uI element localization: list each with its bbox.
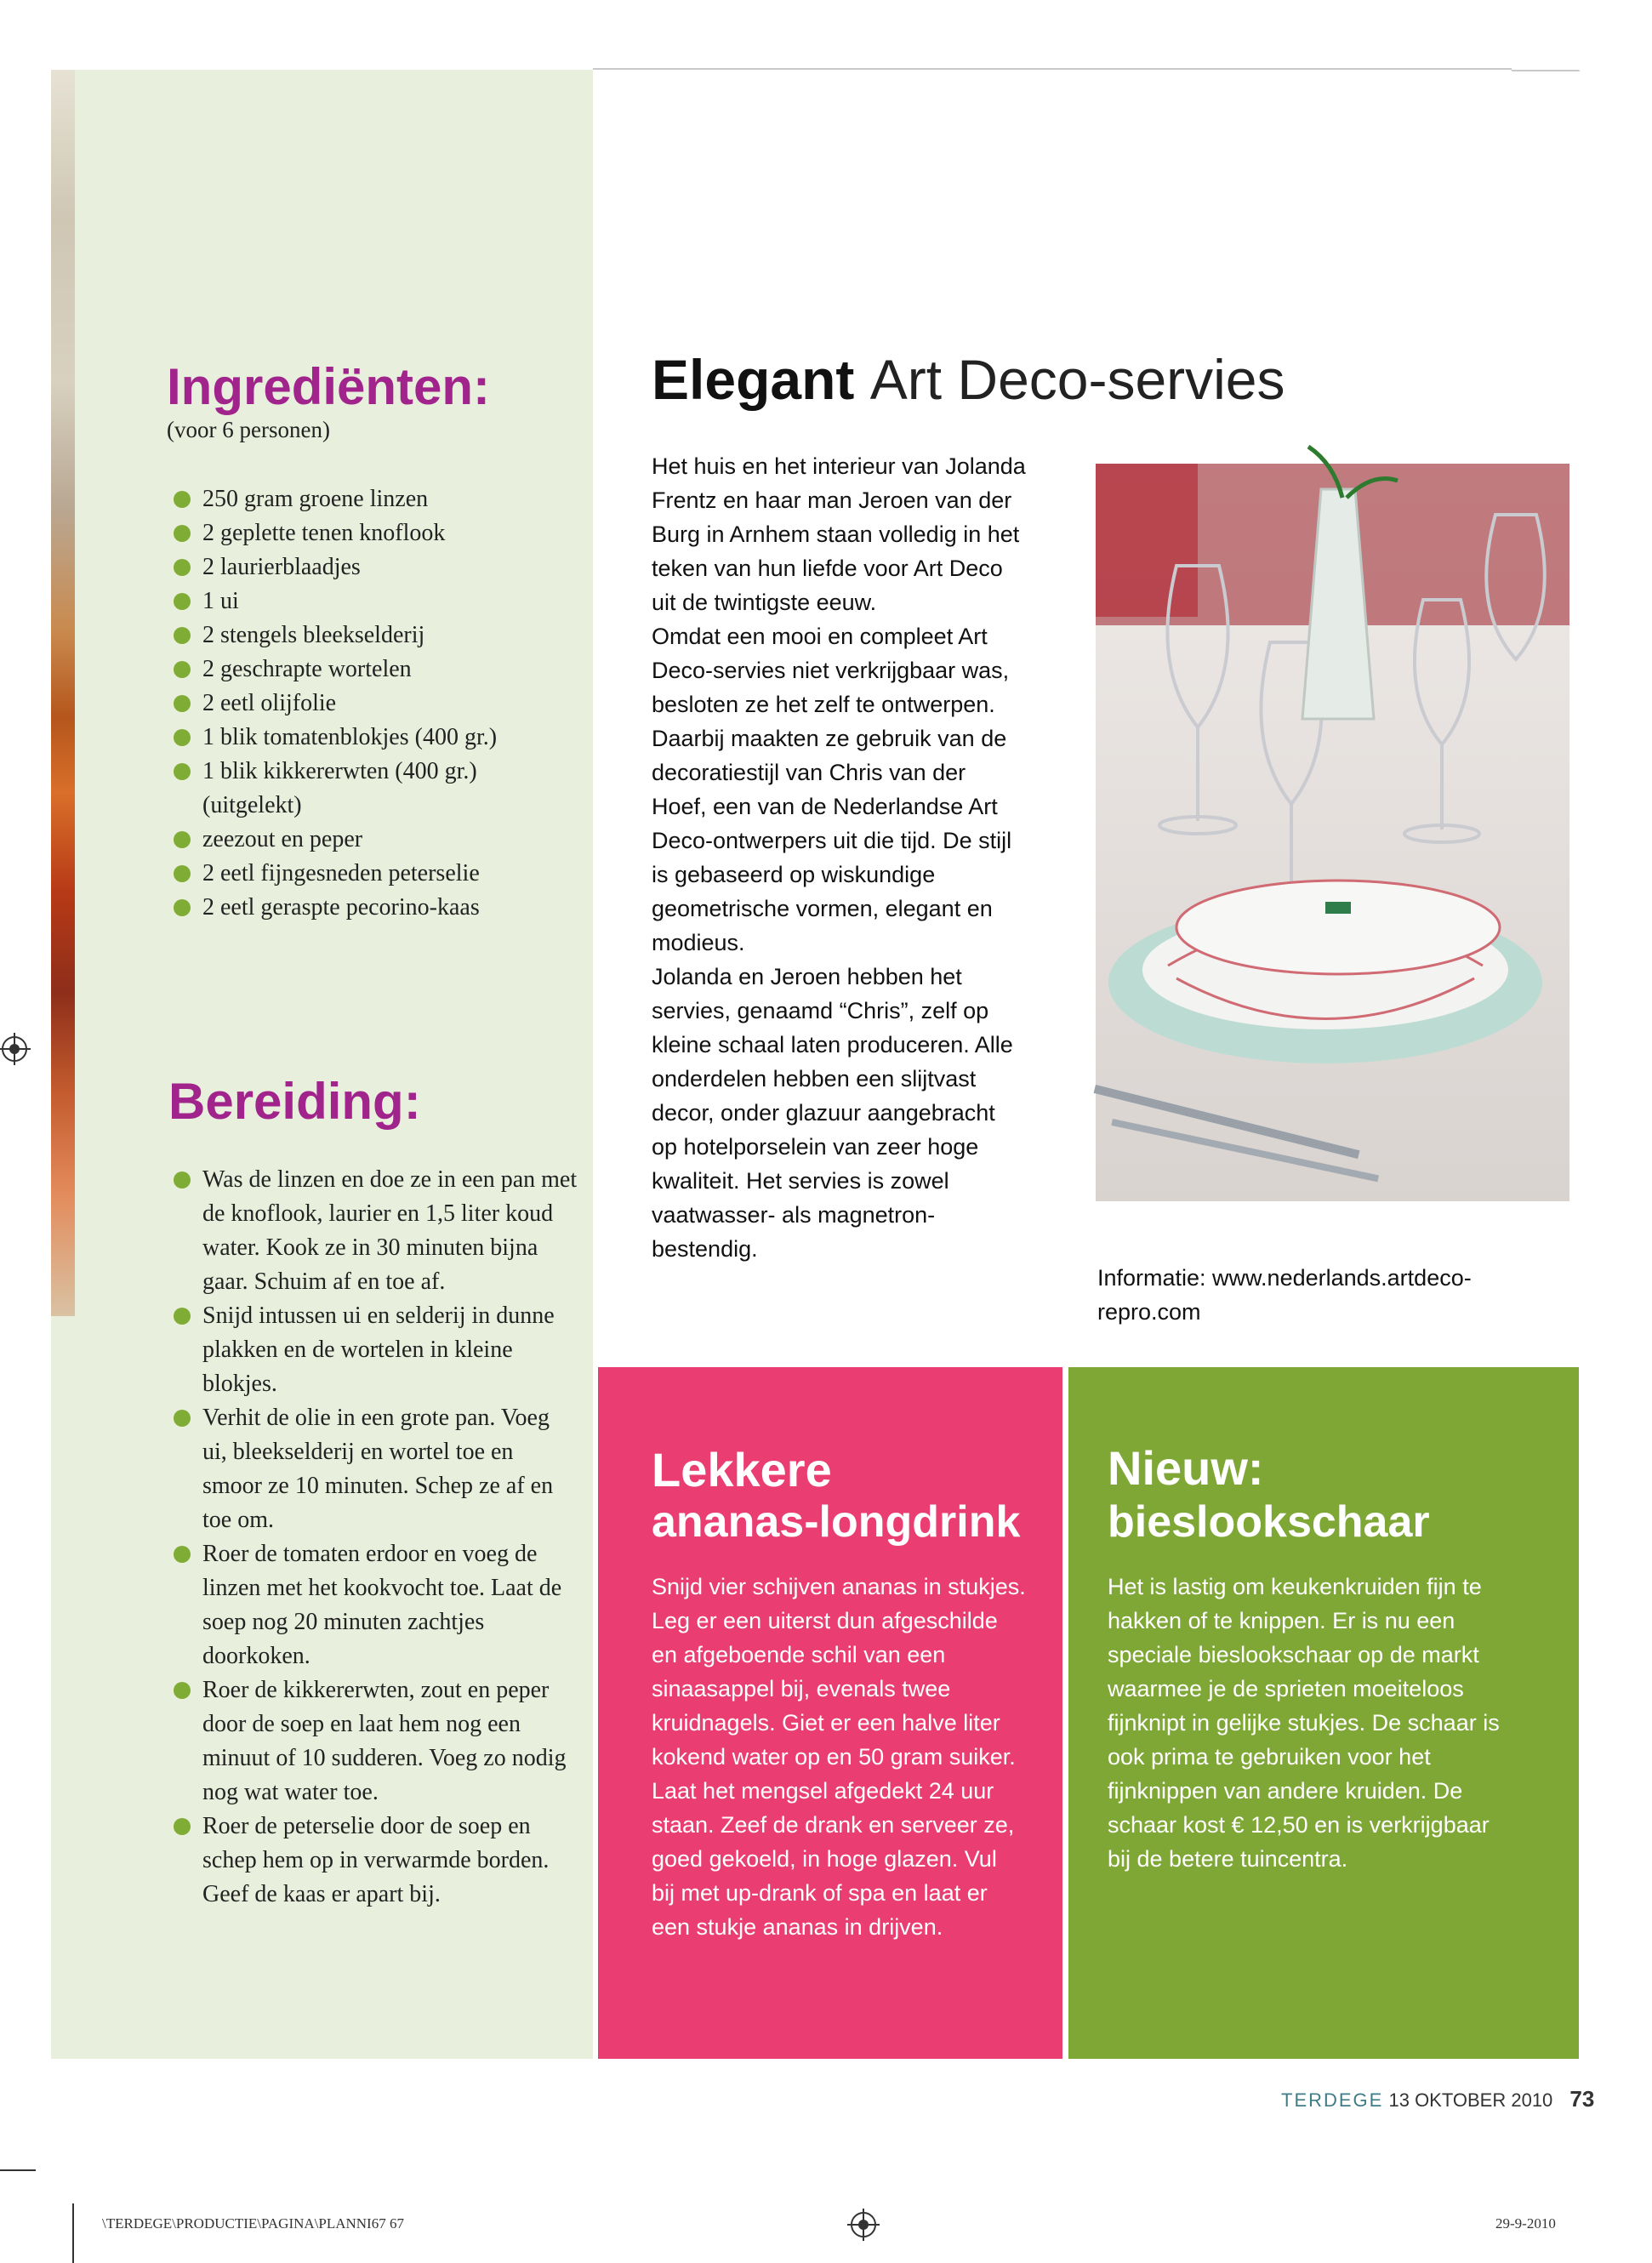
bullet-dot-icon [174,1171,191,1189]
bullet-dot-icon [174,559,191,576]
tableware-illustration [1096,464,1569,1201]
chive-scissors-title-bold: Nieuw: [1108,1441,1264,1495]
chive-scissors-text: Het is lastig om keukenkruiden fijn te hakken of te knippen. Er is nu een speciale bieslookschaar op de markt waarmee je de sprieten moeiteloos fijnknipt in gelijke stukjes. De schaar is ook prima te gebruiken voor het fijnknippen van andere kruiden. De schaar kost € 12,50 en is verkrijgbaar bij de betere tuincentra. [1108,1574,1500,1872]
photo-caption: Informatie: www.nederlands.artdeco-repro.com [1097,1265,1472,1325]
ingredients-list [170,482,561,925]
list-item: 2 laurierblaadjes [170,550,561,584]
list-item: 2 stengels bleekselderij [170,618,561,653]
list-item: 2 eetl geraspte pecorino-kaas [170,891,561,925]
page-footer [1281,2086,1594,2112]
list-item: 250 gram groene linzen [170,482,561,516]
preparation-steps [170,1163,578,1912]
registration-mark-icon [2,1036,27,1062]
article-title [652,347,1285,412]
longdrink-text: Snijd vier schijven ananas in stukjes. Leg er een uiterst dun afgeschilde en afgeboende schil van een sinaasappel bij, evenals twee kruidnagels. Giet er een halve liter kokend water op en 50 gram suiker. Laat het mengsel afgedekt 24 uur staan. Zeef de drank en serveer ze, goed gekoeld, in hoge glazen. Vul bij met up-drank of spa en laat er een stukje ananas in drijven. [652,1574,1026,1940]
list-item: 2 geplette tenen knoflook [170,516,561,550]
longdrink-title-bold: Lekkere [652,1443,832,1496]
crop-mark [0,2169,36,2171]
list-item: 1 ui [170,584,561,618]
ingredients-title: Ingrediënten: [167,358,491,415]
list-item: Roer de tomaten erdoor en voeg de linzen met het kookvocht toe. Laat de soep nog 20 minuten zachtjes doorkoken. [170,1537,578,1673]
tableware-photo [1096,464,1569,1201]
bullet-dot-icon [174,1308,191,1325]
bullet-dot-icon [174,1410,191,1427]
list-item: Was de linzen en doe ze in een pan met de knoflook, laurier en 1,5 liter koud water. Kook ze in 30 minuten bijna gaar. Schuim af en toe af. [170,1163,578,1299]
article-title-light: Art Deco-servies [869,348,1285,411]
page-number: 73 [1569,2086,1595,2112]
longdrink-title-light: ananas-longdrink [652,1497,1021,1547]
ingredients-subtitle: (voor 6 personen) [167,417,330,442]
top-rule [593,68,1512,70]
chive-scissors-title-light: bieslookschaar [1108,1497,1430,1547]
print-slug-path: \TERDEGE\PRODUCTIE\PAGINA\PLANNI67 67 [102,2215,404,2232]
list-item: 2 geschrapte wortelen [170,653,561,687]
print-slug-date: 29-9-2010 [1495,2215,1556,2232]
list-item: 2 eetl fijngesneden peterselie [170,857,561,891]
preparation-title: Bereiding: [168,1073,421,1130]
registration-mark-icon [851,2212,876,2237]
bullet-dot-icon [174,627,191,644]
list-item: Roer de kikkererwten, zout en peper door de soep en laat hem nog een minuut of 10 sudderen. Voeg zo nodig nog wat water toe. [170,1673,578,1810]
bullet-dot-icon [174,899,191,916]
chive-scissors-box [1068,1367,1579,2059]
article-body [652,449,1026,1266]
longdrink-box [598,1367,1062,2059]
edge-photo-strip [51,70,75,1316]
bullet-dot-icon [174,831,191,848]
bullet-dot-icon [174,1546,191,1563]
bullet-dot-icon [174,661,191,678]
bullet-dot-icon [174,1818,191,1835]
article-paragraph: Jolanda en Jeroen hebben het servies, genaamd “Chris”, zelf op kleine schaal laten produceren. Alle onderdelen hebben een slijtvast decor, onder glazuur aangebracht op hotelporselein van zeer hoge kwaliteit. Het servies is zowel vaatwasser- als magnetron-bestendig. [652,964,1013,1262]
bullet-dot-icon [174,865,191,882]
magazine-name: TERDEGE [1281,2089,1384,2111]
article-title-bold: Elegant [652,348,855,411]
article-paragraph: Omdat een mooi en compleet Art Deco-servies niet verkrijgbaar was, besloten ze het zelf te ontwerpen. Daarbij maakten ze gebruik van de decoratiestijl van Chris van der Hoef, een van de Nederlandse Art Deco-ontwerpers uit die tijd. De stijl is gebaseerd op wiskundige geometrische vormen, elegant en modieus. [652,624,1012,955]
list-item: zeezout en peper [170,823,561,857]
page-corner-edge [1511,70,1652,157]
list-item: 1 blik tomatenblokjes (400 gr.) [170,721,561,755]
bullet-dot-icon [174,729,191,746]
list-item: Roer de peterselie door de soep en schep hem op in verwarmde borden. Geef de kaas er apart bij. [170,1810,578,1912]
bullet-dot-icon [174,763,191,780]
list-item: Snijd intussen ui en selderij in dunne plakken en de wortelen in kleine blokjes. [170,1299,578,1401]
list-item: 2 eetl olijfolie [170,687,561,721]
bullet-dot-icon [174,525,191,542]
issue-date: 13 OKTOBER 2010 [1388,2089,1553,2111]
bullet-dot-icon [174,491,191,508]
list-item: Verhit de olie in een grote pan. Voeg ui, bleekselderij en wortel toe en smoor ze 10 minuten. Schep ze af en toe om. [170,1401,578,1537]
crop-mark [72,2203,74,2263]
bullet-dot-icon [174,695,191,712]
bullet-dot-icon [174,1682,191,1699]
list-item: 1 blik kikkererwten (400 gr.) (uitgelekt) [170,755,561,823]
article-paragraph: Het huis en het interieur van Jolanda Frentz en haar man Jeroen van der Burg in Arnhem staan volledig in het teken van hun liefde voor Art Deco uit de twintigste eeuw. [652,453,1026,615]
bullet-dot-icon [174,593,191,610]
